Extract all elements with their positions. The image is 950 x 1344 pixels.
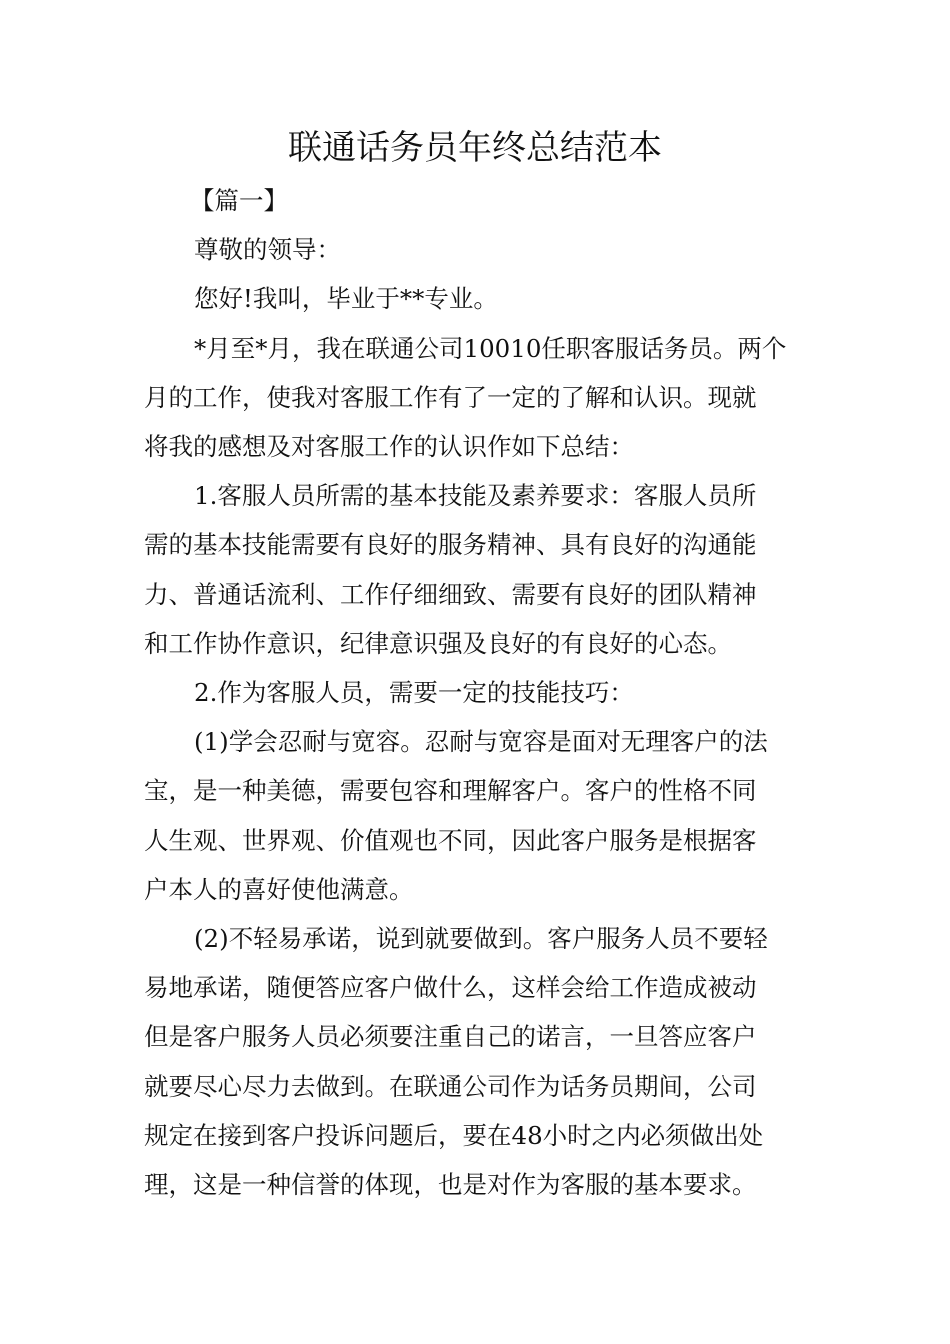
text-line: 户本人的喜好使他满意。 xyxy=(144,874,414,904)
document-body xyxy=(144,176,808,1209)
text-line: 1.客服人员所需的基本技能及素养要求：客服人员所 xyxy=(194,481,757,511)
text-line: 人生观、世界观、价值观也不同，因此客户服务是根据客 xyxy=(144,825,757,855)
text-line: 规定在接到客户投诉问题后，要在48小时之内必须做出处 xyxy=(144,1120,764,1150)
document-title: 联通话务员年终总结范本 xyxy=(288,128,662,168)
text-line: (1)学会忍耐与宽容。忍耐与宽容是面对无理客户的法 xyxy=(194,727,768,757)
text-line: 尊敬的领导： xyxy=(194,235,341,265)
section-label: 【篇一】 xyxy=(190,186,288,215)
text-line: 2.作为客服人员，需要一定的技能技巧： xyxy=(194,678,634,708)
text-line: 需的基本技能需要有良好的服务精神、具有良好的沟通能 xyxy=(144,530,757,560)
text-line: 但是客户服务人员必须要注重自己的诺言，一旦答应客户 xyxy=(144,1022,757,1052)
text-line: 就要尽心尽力去做到。在联通公司作为话务员期间，公司 xyxy=(144,1071,757,1101)
text-line: *月至*月，我在联通公司10010任职客服话务员。两个 xyxy=(194,333,787,363)
paragraph-lines xyxy=(144,225,808,1209)
text-line: (2)不轻易承诺，说到就要做到。客户服务人员不要轻 xyxy=(194,924,768,954)
text-line: 将我的感想及对客服工作的认识作如下总结： xyxy=(144,432,634,462)
text-line: 月的工作，使我对客服工作有了一定的了解和认识。现就 xyxy=(144,382,757,412)
text-line: 理，这是一种信誉的体现，也是对作为客服的基本要求。 xyxy=(144,1170,757,1200)
text-line: 宝，是一种美德，需要包容和理解客户。客户的性格不同 xyxy=(144,776,757,806)
text-line: 力、普通话流利、工作仔细细致、需要有良好的团队精神 xyxy=(144,579,757,609)
text-line: 和工作协作意识，纪律意识强及良好的有良好的心态。 xyxy=(144,628,732,658)
text-line: 您好!我叫，毕业于**专业。 xyxy=(194,284,498,314)
text-line: 易地承诺，随便答应客户做什么，这样会给工作造成被动 xyxy=(144,973,757,1003)
